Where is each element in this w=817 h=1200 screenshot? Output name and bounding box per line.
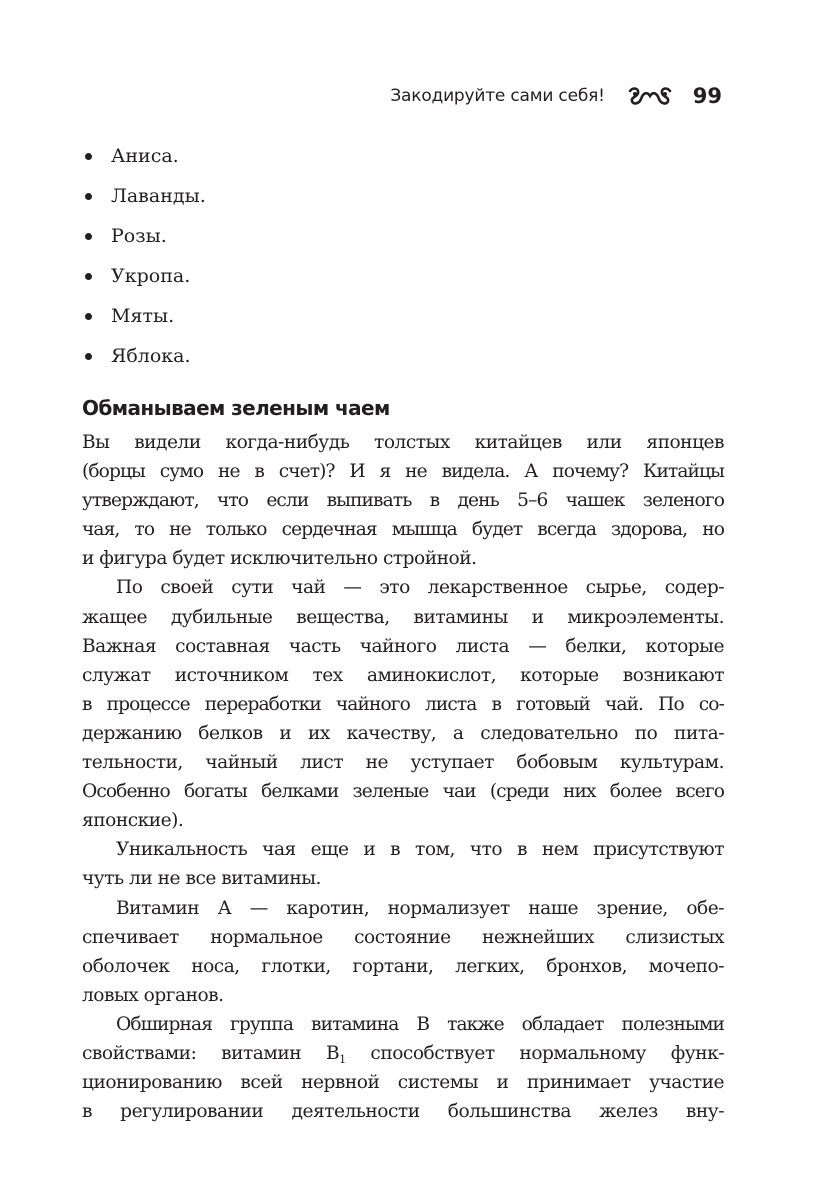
bullet-icon (85, 193, 92, 200)
text-line: (борцы сумо не в счет)? И я не видела. А почему? Китайцы (82, 461, 724, 483)
text-line: японские). (82, 810, 184, 832)
bullet-list (82, 136, 206, 376)
list-item: Укропа. (82, 256, 206, 296)
text-line: оболочек носа, глотки, гортани, легких, бронхов, мочепо- (82, 955, 724, 977)
body-text (82, 428, 724, 1126)
text-line: служат источником тех аминокислот, которые возникают (82, 664, 724, 686)
section-heading: Обманываем зеленым чаем (82, 396, 390, 420)
text-line: жащее дубильные вещества, витамины и микроэлементы. (82, 606, 724, 628)
bullet-icon (85, 353, 92, 360)
page-header (390, 80, 722, 112)
text-line: Витамин А — каротин, нормализует наше зрение, обе- (116, 897, 724, 919)
subscript: 1 (339, 1052, 346, 1066)
list-item: Аниса. (82, 136, 206, 176)
text-line: в процессе переработки чайного листа в готовый чай. По со- (82, 693, 724, 715)
text-line: тельности, чайный лист не уступает бобовым культурам. (82, 752, 724, 774)
text-line: Вы видели когда-нибудь толстых китайцев или японцев (82, 432, 724, 453)
text-line: свойствами: витамин $В_1$ способствует нормальному функ- (82, 1042, 724, 1066)
bullet-icon (85, 313, 92, 320)
text-line: Особенно богаты белками зеленые чаи (среди них более всего (82, 781, 724, 803)
text-line: в регулировании деятельности большинства желез вну- (82, 1101, 724, 1123)
ornament-icon (627, 85, 673, 107)
list-item: Розы. (82, 216, 206, 256)
text-line: чая, то не только сердечная мышца будет всегда здорова, но (82, 519, 724, 541)
list-item: Лаванды. (82, 176, 206, 216)
list-item: Мяты. (82, 296, 206, 336)
bullet-icon (85, 273, 92, 280)
text-line: держанию белков и их качеству, а следовательно по пита- (82, 722, 724, 744)
running-title: Закодируйте сами себя! (390, 86, 605, 106)
list-item: Яблока. (82, 336, 206, 376)
text-line: ционированию всей нервной системы и принимает участие (82, 1072, 724, 1094)
text-line: Важная составная часть чайного листа — белки, которые (82, 635, 724, 657)
text-line: Уникальность чая еще и в том, что в нем присутствуют (116, 839, 724, 861)
page-number: 99 (692, 84, 722, 108)
text-line: ловых органов. (82, 984, 224, 1006)
bullet-icon (85, 153, 92, 160)
text-line: чуть ли не все витамины. (82, 868, 321, 890)
text-line: спечивает нормальное состояние нежнейших слизистых (82, 926, 724, 948)
text-line: утверждают, что если выпивать в день 5–6 чашек зеленого (82, 490, 724, 512)
text-line: и фигура будет исключительно стройной. (82, 548, 477, 570)
text-line: Обширная группа витамина В также обладает полезными (116, 1013, 724, 1035)
text-line: По своей сути чай — это лекарственное сырье, содер- (116, 577, 724, 599)
bullet-icon (85, 233, 92, 240)
